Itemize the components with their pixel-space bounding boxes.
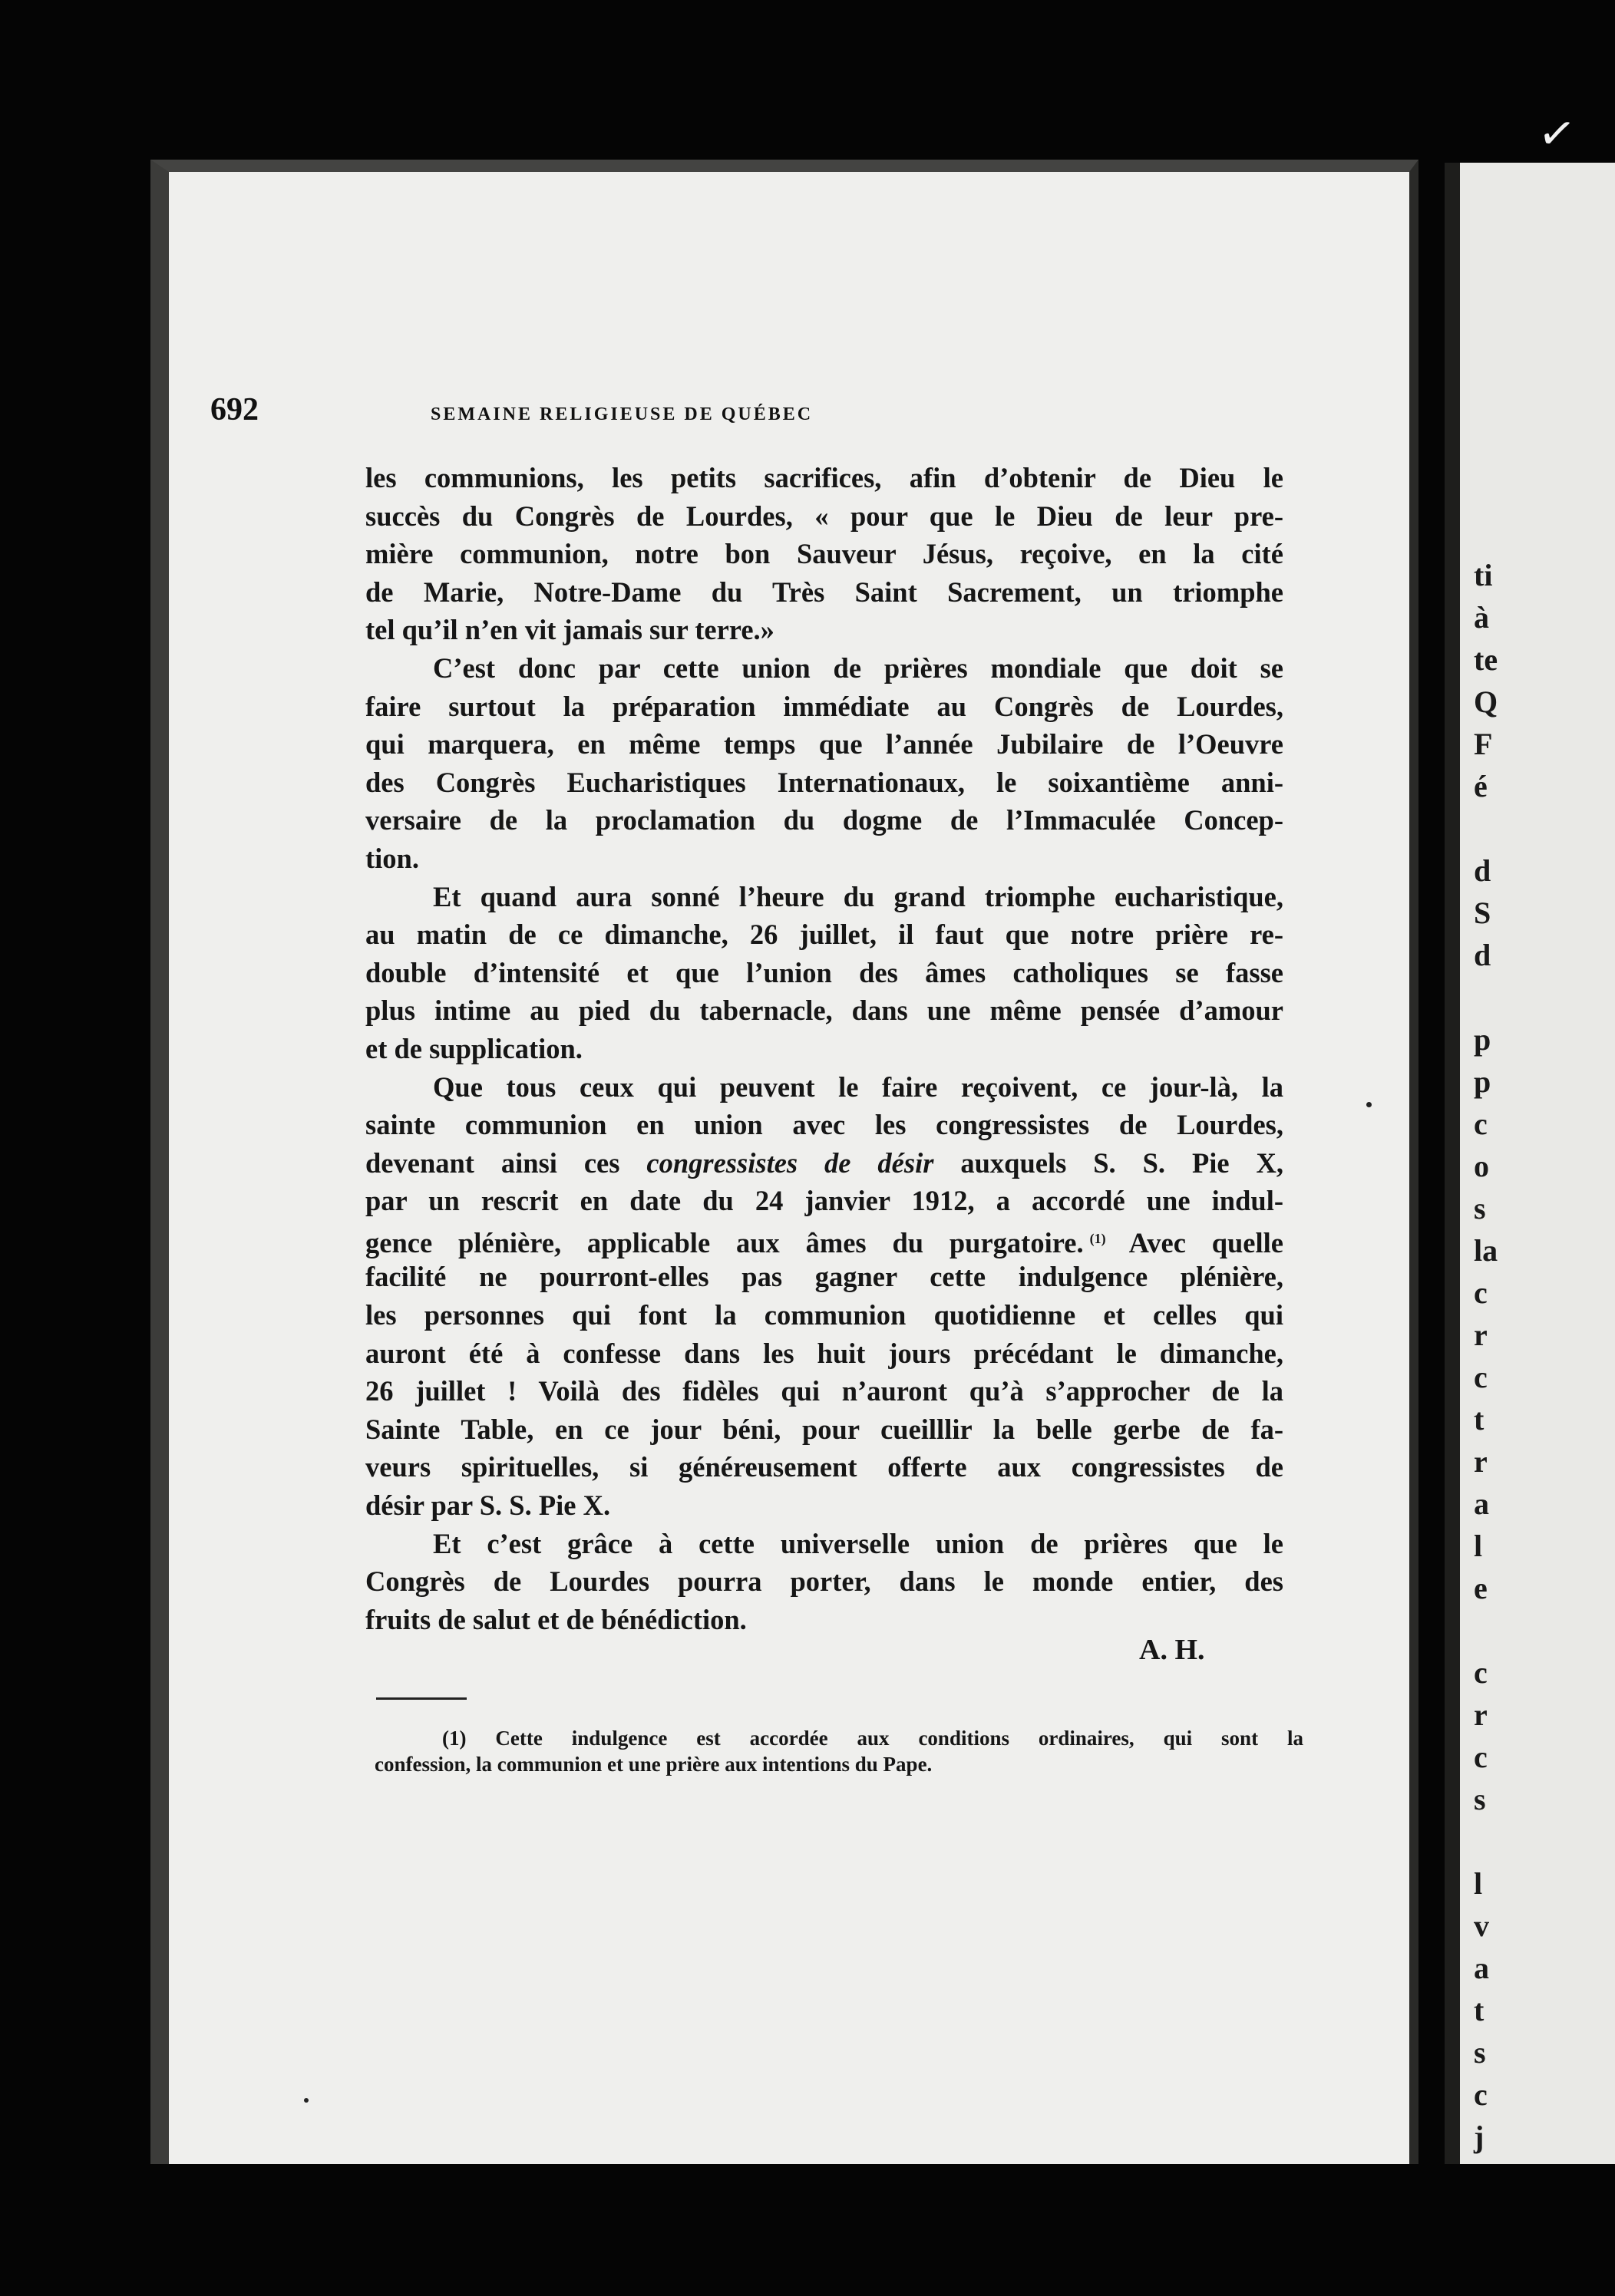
footnote-divider bbox=[376, 1697, 467, 1700]
text-line: plus intime au pied du tabernacle, dans une même pensée d’amour bbox=[365, 995, 1283, 1027]
text-line: Que tous ceux qui peuvent le faire reçoivent, ce jour-là, la bbox=[433, 1070, 1283, 1103]
text-line: faire surtout la préparation immédiate au Congrès de Lourdes, bbox=[365, 690, 1283, 722]
facing-page-fragment: l bbox=[1474, 1866, 1483, 1901]
text-line: Et c’est grâce à cette universelle union de prières que le bbox=[433, 1527, 1283, 1559]
italic-phrase: congressistes de désir bbox=[646, 1146, 934, 1179]
text-line: au matin de ce dimanche, 26 juillet, il faut que notre prière re- bbox=[365, 919, 1283, 951]
facing-page-fragment: c bbox=[1474, 1107, 1488, 1141]
facing-page-fragment: d bbox=[1474, 938, 1491, 972]
text-segment: Avec quelle bbox=[1128, 1226, 1283, 1259]
text-line-with-italic bbox=[365, 1144, 1283, 1183]
facing-page-fragment: s bbox=[1474, 1191, 1486, 1226]
facing-page-fragment: la bbox=[1474, 1233, 1498, 1268]
facing-page-fragment: o bbox=[1474, 1149, 1489, 1183]
facing-page-text-fragments bbox=[1474, 554, 1498, 2158]
text-line: 26 juillet ! Voilà des fidèles qui n’auront qu’à s’approcher de la bbox=[365, 1375, 1283, 1407]
article-body bbox=[365, 459, 1283, 1638]
text-line: versaire de la proclamation du dogme de l’Immaculée Concep- bbox=[365, 804, 1283, 836]
facing-page-fragment: a bbox=[1474, 1486, 1489, 1521]
text-line-with-note bbox=[365, 1220, 1283, 1259]
facing-page-fragment: ti bbox=[1474, 558, 1493, 592]
scan-speck bbox=[304, 2098, 309, 2103]
footnote-line: (1) Cette indulgence est accordée aux conditions ordinaires, qui sont la bbox=[442, 1727, 1303, 1750]
facing-page-fragment: s bbox=[1474, 2035, 1486, 2070]
text-line: Congrès de Lourdes pourra porter, dans le monde entier, des bbox=[365, 1565, 1283, 1598]
facing-page-fragment: F bbox=[1474, 727, 1493, 761]
facing-page-fragment: t bbox=[1474, 1993, 1485, 2027]
facing-page-fragment: c bbox=[1474, 1360, 1488, 1394]
text-line: tion. bbox=[365, 842, 419, 874]
text-line: Et quand aura sonné l’heure du grand triomphe eucharistique, bbox=[433, 880, 1283, 912]
text-line: C’est donc par cette union de prières mondiale que doit se bbox=[433, 652, 1283, 684]
facing-page-fragment: te bbox=[1474, 642, 1498, 677]
text-segment: devenant ainsi ces bbox=[365, 1146, 620, 1179]
text-line: désir par S. S. Pie X. bbox=[365, 1489, 611, 1522]
author-signature: A. H. bbox=[1139, 1634, 1205, 1666]
text-line: de Marie, Notre-Dame du Très Saint Sacrement, un triomphe bbox=[365, 576, 1283, 608]
facing-page-fragment: c bbox=[1474, 1655, 1488, 1690]
facing-page-fragment: p bbox=[1474, 1064, 1491, 1099]
text-line: veurs spirituelles, si généreusement offerte aux congressistes de bbox=[365, 1451, 1283, 1483]
facing-page-fragment: Q bbox=[1474, 685, 1498, 719]
check-mark-annotation: ✓ bbox=[1534, 104, 1580, 163]
facing-page-fragment bbox=[1474, 1820, 1498, 1862]
text-line: par un rescrit en date du 24 janvier 1912, a accordé une indul- bbox=[365, 1185, 1283, 1217]
facing-page-fragment: S bbox=[1474, 896, 1491, 930]
text-line: les communions, les petits sacrifices, afin d’obtenir de Dieu le bbox=[365, 462, 1283, 493]
facing-page-fragment: t bbox=[1474, 1402, 1485, 1437]
text-line: des Congrès Eucharistiques Internationaux, le soixantième anni- bbox=[365, 766, 1283, 798]
running-head: SEMAINE RELIGIEUSE DE QUÉBEC bbox=[431, 404, 814, 424]
facing-page-edge bbox=[1445, 163, 1615, 2164]
facing-page-fragment: j bbox=[1474, 2120, 1485, 2154]
text-line: double d’intensité et que l’union des âmes catholiques se fasse bbox=[365, 956, 1283, 988]
page-number: 692 bbox=[210, 392, 259, 427]
page-header bbox=[210, 391, 1305, 428]
facing-page-fragment: c bbox=[1474, 1275, 1488, 1310]
facing-page-fragment: é bbox=[1474, 769, 1488, 803]
text-line: auront été à confesse dans les huit jours précédant le dimanche, bbox=[365, 1337, 1283, 1369]
facing-page-fragment: p bbox=[1474, 1022, 1491, 1057]
facing-page-fragment: r bbox=[1474, 1697, 1488, 1732]
facing-page-fragment: s bbox=[1474, 1782, 1486, 1816]
facing-page-fragment: l bbox=[1474, 1529, 1483, 1563]
text-line: Sainte Table, en ce jour béni, pour cueilllir la belle gerbe de fa- bbox=[365, 1413, 1283, 1445]
text-line: fruits de salut et de bénédiction. bbox=[365, 1603, 747, 1635]
facing-page-fragment: c bbox=[1474, 2077, 1488, 2112]
footnote-line: confession, la communion et une prière aux intentions du Pape. bbox=[375, 1753, 933, 1776]
text-segment: gence plénière, applicable aux âmes du purgatoire. bbox=[365, 1226, 1084, 1259]
facing-page-fragment: d bbox=[1474, 853, 1491, 888]
text-line: succès du Congrès de Lourdes, « pour que le Dieu de leur pre- bbox=[365, 500, 1283, 532]
facing-page-fragment: r bbox=[1474, 1318, 1488, 1352]
facing-page-fragment bbox=[1474, 807, 1498, 849]
facing-page-fragment: r bbox=[1474, 1444, 1488, 1479]
text-line: et de supplication. bbox=[365, 1032, 583, 1064]
facing-page-fragment bbox=[1474, 976, 1498, 1018]
footnote-reference: (1) bbox=[1089, 1230, 1106, 1246]
facing-page-fragment: à bbox=[1474, 600, 1489, 635]
scan-speck bbox=[1366, 1102, 1372, 1107]
facing-page-fragment: a bbox=[1474, 1951, 1489, 1985]
text-line: tel qu’il n’en vit jamais sur terre.» bbox=[365, 614, 774, 646]
footnote bbox=[375, 1725, 1303, 1777]
text-line: facilité ne pourront-elles pas gagner cette indulgence plénière, bbox=[365, 1261, 1283, 1293]
text-line: sainte communion en union avec les congressistes de Lourdes, bbox=[365, 1109, 1283, 1141]
text-line: les personnes qui font la communion quotidienne et celles qui bbox=[365, 1299, 1283, 1331]
text-line: mière communion, notre bon Sauveur Jésus, reçoive, en la cité bbox=[365, 538, 1283, 570]
facing-page-fragment: v bbox=[1474, 1908, 1489, 1943]
facing-page-fragment bbox=[1474, 1609, 1498, 1651]
text-line: qui marquera, en même temps que l’année Jubilaire de l’Oeuvre bbox=[365, 728, 1283, 760]
facing-page-fragment: e bbox=[1474, 1571, 1488, 1605]
facing-page-fragment: c bbox=[1474, 1740, 1488, 1774]
text-segment: auxquels S. S. Pie X, bbox=[960, 1146, 1284, 1179]
